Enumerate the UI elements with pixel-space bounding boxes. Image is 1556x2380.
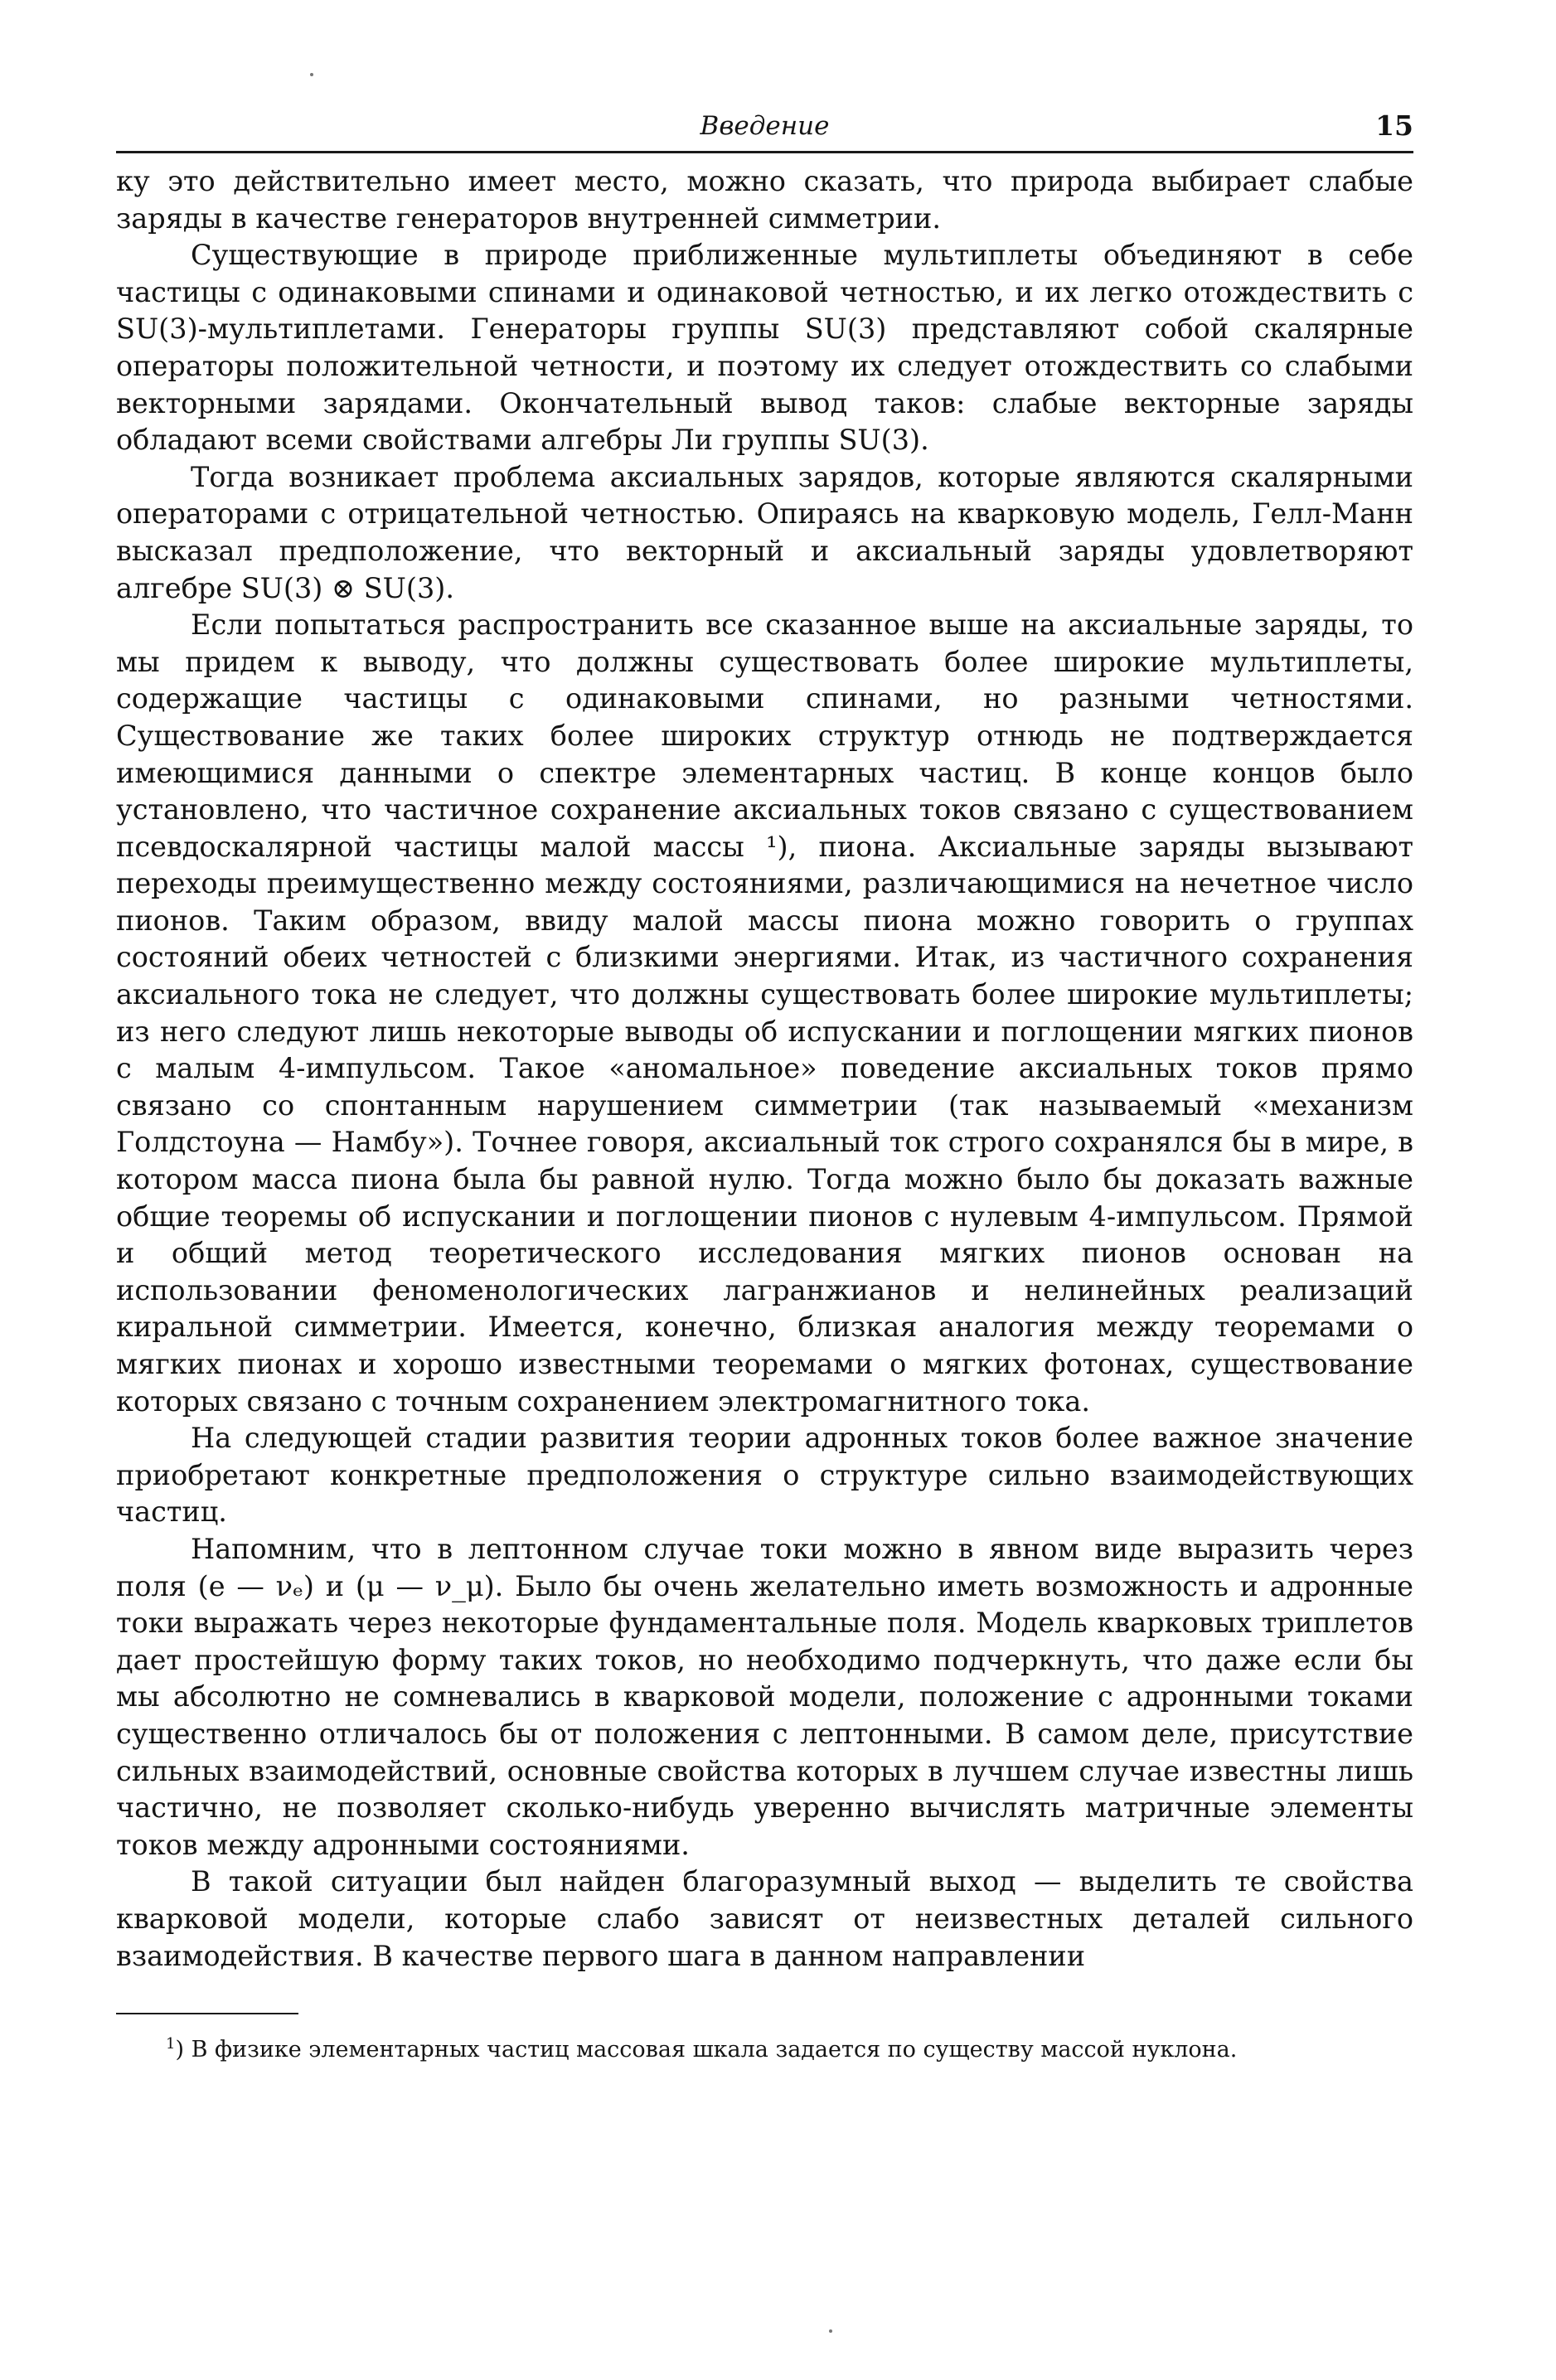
paragraph-2: Существующие в природе приближенные мультиплеты объединяют в себе частицы с одинаковыми спинами и одинаковой четностью, и их легко отождествить с SU(3)-мультиплетами. Генераторы группы SU(3) представляют собой скалярные операторы положительной четности, и поэтому их следует отождествить со слабыми векторными зарядами. Окончательный вывод таков: слабые векторные заряды обладают всеми свойствами алгебры Ли группы SU(3). (116, 239, 1413, 457)
paragraph-3: Тогда возникает проблема аксиальных зарядов, которые являются скалярными операторами с отрицательной четностью. Опираясь на кварковую модель, Гелл-Манн высказал предположение, что векторный и аксиальный заряды удовлетворяют алгебре SU(3) ⊗ SU(3). (116, 460, 1413, 604)
footnote (116, 2029, 1413, 2065)
scan-speck-bottom (829, 2329, 832, 2333)
body-text (116, 163, 1413, 1975)
paragraph-6: Напомним, что в лептонном случае токи можно в явном виде выразить через поля (e — νₑ) и (μ — ν_μ). Было бы очень желательно иметь возможность и адронные токи выражать через некоторые фундаментальные поля. Модель кварковых триплетов дает простейшую форму таких токов, но необходимо подчеркнуть, что даже если бы мы абсолютно не сомневались в кварковой модели, положение с адронными токами существенно отличалось бы от положения с лептонными. В самом деле, присутствие сильных взаимодействий, основные свойства которых в лучшем случае известны лишь частично, не позволяет сколько-нибудь уверенно вычислять матричные элементы токов между адронными состояниями. (116, 1532, 1413, 1861)
footnote-marker: 1 (166, 2035, 176, 2053)
book-page (116, 108, 1413, 2065)
page-number: 15 (1375, 109, 1413, 142)
footnote-text: ) В физике элементарных частиц массовая шкала задается по существу массой нуклона. (175, 2037, 1238, 2063)
footnote-rule (116, 2013, 298, 2014)
running-title: Введение (700, 111, 830, 141)
paragraph-1: ку это действительно имеет место, можно сказать, что природа выбирает слабые заряды в качестве генераторов внутренней симметрии. (116, 165, 1413, 235)
paragraph-7: В такой ситуации был найден благоразумный выход — выделить те свойства кварковой модели, которые слабо зависят от неизвестных деталей сильного взаимодействия. В качестве первого шага в данном направлении (116, 1865, 1413, 1972)
paragraph-4: Если попытаться распространить все сказанное выше на аксиальные заряды, то мы придем к выводу, что должны существовать более широкие мультиплеты, содержащие частицы с одинаковыми спинами, но разными четностями. Существование же таких более широких структур отнюдь не подтверждается имеющимися данными о спектре элементарных частиц. В конце концов было установлено, что частичное сохранение аксиальных токов связано с существованием псевдоскалярной частицы малой массы ¹), пиона. Аксиальные заряды вызывают переходы преимущественно между состояниями, различающимися на нечетное число пионов. Таким образом, ввиду малой массы пиона можно говорить о группах состояний обеих четностей с близкими энергиями. Итак, из частичного сохранения аксиального тока не следует, что должны существовать более широкие мультиплеты; из него следуют лишь некоторые выводы об испускании и поглощении мягких пионов с малым 4-импульсом. Такое «аномальное» поведение аксиальных токов прямо связано со спонтанным нарушением симметрии (так называемый «механизм Голдстоуна — Намбу»). Точнее говоря, аксиальный ток строго сохранялся бы в мире, в котором масса пиона была бы равной нулю. Тогда можно было бы доказать важные общие теоремы об испускании и поглощении пионов с нулевым 4-импульсом. Прямой и общий метод теоретического исследования мягких пионов основан на использовании феноменологических лагранжианов и нелинейных реализаций киральной симметрии. Имеется, конечно, близкая аналогия между теоремами о мягких пионах и хорошо известными теоремами о мягких фотонах, существование которых связано с точным сохранением электромагнитного тока. (116, 608, 1413, 1418)
running-head (116, 108, 1413, 153)
paragraph-5: На следующей стадии развития теории адронных токов более важное значение приобретают конкретные предположения о структуре сильно взаимодействующих частиц. (116, 1422, 1413, 1529)
scan-speck-top (310, 73, 313, 76)
